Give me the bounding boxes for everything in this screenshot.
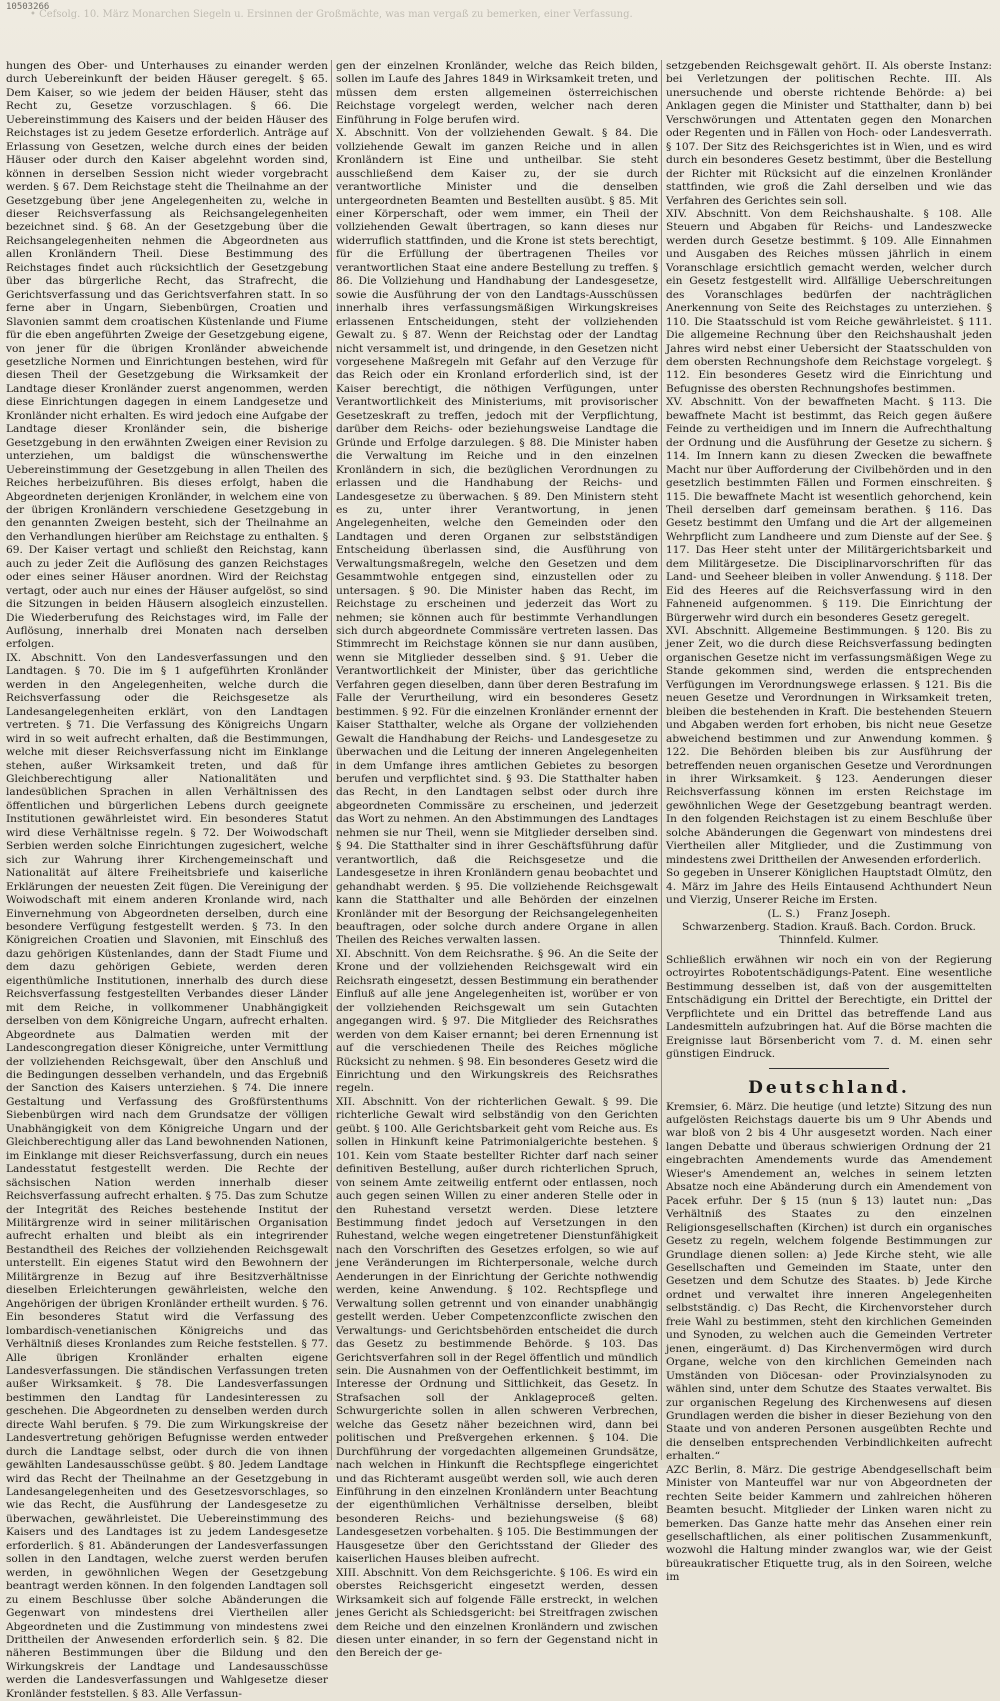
paragraph: XI. Abschnitt. Von dem Reichsrathe. § 96. An die Seite der Krone und der vollziehenden Reichsgewalt wird ein Reichsrath eingesetzt, dessen Bestimmung ein berathender Einfluß auf alle jene Angelegenheiten ist, worüber er von der vollziehenden Reichsgewalt um sein Gutachten angegangen wird. § 97. Die Mitglieder des Reichsrathes werden von dem Kaiser ernannt; bei deren Ernennung ist auf die verschiedenen Theile des Reiches mögliche Rücksicht zu nehmen. § 98. Ein besonderes Gesetz wird die Einrichtung und den Wirkungskreis des Reichsrathes regeln. xyxy=(336,947,658,1095)
signature-line xyxy=(666,908,992,921)
ministers-line: Schwarzenberg. Stadion. Krauß. Bach. Cordon. Bruck. xyxy=(682,921,976,933)
paragraph: So gegeben in Unserer Königlichen Hauptstadt Olmütz, den 4. März im Jahre des Heils Eintausend Achthundert Neun und Vierzig, Unserer Reiche im Ersten. xyxy=(666,867,992,907)
paragraph: IX. Abschnitt. Von den Landesverfassungen und den Landtagen. § 70. Die im § 1 aufgeführten Kronländer werden in den Angelegenheiten, welche durch die Reichsverfassung oder die Reichsgesetze als Landesangelegenheiten erklärt, von den Landtagen vertreten. § 71. Die Verfassung des Königreichs Ungarn wird in so weit aufrecht erhalten, daß die Bestimmungen, welche mit dieser Reichsverfassung nicht im Einklange stehen, außer Wirksamkeit treten, und daß für Gleichberechtigung aller Nationalitäten und landesüblichen Sprachen in allen Verhältnissen des öffentlichen und bürgerlichen Lebens durch geeignete Institutionen gewährleistet wird. Ein besonderes Statut wird diese Verhältnisse regeln. § 72. Der Woiwodschaft Serbien werden solche Einrichtungen zugesichert, welche sich zur Wahrung ihrer Kirchengemeinschaft und Nationalität auf ältere Freiheitsbriefe und kaiserliche Erklärungen der neuesten Zeit fügen. Die Vereinigung der Woiwodschaft mit einem anderen Kronlande wird, nach Einvernehmung von Abgeordneten derselben, durch eine besondere Verfügung festgestellt werden. § 73. In den Königreichen Croatien und Slavonien, mit Einschluß des dazu gehörigen Küstenlandes, dann der Stadt Fiume und dem dazu gehörigen Gebiete, werden deren eigenthümliche Institutionen, innerhalb des durch diese Reichsverfassung festgestellten Verbandes dieser Länder mit dem Reiche, in vollkommener Unabhängigkeit derselben von dem Königreiche Ungarn, aufrecht erhalten. Abgeordnete aus Dalmatien werden mit der Landescongregation dieser Königreiche, unter Vermittlung der vollziehenden Reichsgewalt, über den Anschluß und die Bedingungen desselben verhandeln, und das Ergebniß der Sanction des Kaisers unterziehen. § 74. Die innere Gestaltung und Verfassung des Großfürstenthums Siebenbürgen wird nach dem Grundsatze der völligen Unabhängigkeit von dem Königreiche Ungarn und der Gleichberechtigung aller das Land bewohnenden Nationen, im Einklange mit dieser Reichsverfassung, durch ein neues Landesstatut festgestellt werden. Die Rechte der sächsischen Nation werden innerhalb dieser Reichsverfassung aufrecht erhalten. § 75. Das zum Schutze der Integrität des Reiches bestehende Institut der Militärgrenze wird in seiner militärischen Organisation aufrecht erhalten und bleibt als ein integrirender Bestandtheil des Reiches der vollziehenden Reichsgewalt unterstellt. Ein eigenes Statut wird den Bewohnern der Militärgrenze in Bezug auf ihre Besitzverhältnisse dieselben Erleichterungen gewährleisten, welche den Angehörigen der übrigen Kronländer ertheilt wurden. § 76. Ein besonderes Statut wird die Verfassung des lombardisch-venetianischen Königreichs und das Verhältniß dieses Kronlandes zum Reiche feststellen. § 77. Alle übrigen Kronländer erhalten eigene Landesverfassungen. Die ständischen Verfassungen treten außer Wirksamkeit. § 78. Die Landesverfassungen bestimmen den Landtag für Landesinteressen zu geschehen. Die Abgeordneten zu denselben werden durch directe Wahl berufen. § 79. Die zum Wirkungskreise der Landesvertretung gehörigen Befugnisse werden entweder durch die Landtage selbst, oder durch die von ihnen gewählten Landesausschüsse geübt. § 80. Jedem Landtage wird das Recht der Theilnahme an der Gesetzgebung in Landesangelegenheiten und des Gesetzesvorschlages, so wie das Recht, die Ausführung der Landesgesetze zu überwachen, gewährleistet. Die Uebereinstimmung des Kaisers und des Landtages ist zu jedem Landesgesetze erforderlich. § 81. Abänderungen der Landesverfassungen sollen in den Landtagen, welche zuerst werden berufen werden, in gewöhnlichen Wegen der Gesetzgebung beantragt werden können. In den folgenden Landtagen soll zu einem Beschlusse über solche Abänderungen die Gegenwart von mindestens drei Viertheilen aller Abgeordneten und die Zustimmung von mindestens zwei Drittheilen der Anwesenden erforderlich sein. § 82. Die näheren Bestimmungen über die Bildung und den Wirkungskreis der Landtage und Landesausschüsse werden die Landesverfassungen und Wahlgesetze dieser Kronländer feststellen. § 83. Alle Verfassun- xyxy=(6,651,328,1700)
paragraph: XIV. Abschnitt. Von dem Reichshaushalte. § 108. Alle Steuern und Abgaben für Reichs- und Landeszwecke werden durch Gesetze bestimmt. § 109. Alle Einnahmen und Ausgaben des Reiches müssen jährlich in einem Voranschlage ersichtlich gemacht werden, welcher durch ein Gesetz festgestellt wird. Allfällige Ueberschreitungen des Voranschlages bedürfen der nachträglichen Anerkennung von Seite des Reichstages zu unterziehen. § 110. Die Staatsschuld ist vom Reiche gewährleistet. § 111. Die allgemeine Rechnung über den Reichshaushalt jeden Jahres wird nebst einer Uebersicht der Staatsschulden von dem obersten Rechnungshofe dem Reichstage vorgelegt. § 112. Ein besonderes Gesetz wird die Einrichtung und Befugnisse des obersten Rechnungshofes bestimmen. xyxy=(666,207,992,395)
divider xyxy=(769,1068,889,1069)
paragraph: gen der einzelnen Kronländer, welche das Reich bilden, sollen im Laufe des Jahres 1849 in Wirksamkeit treten, und müssen dem ersten allgemeinen österreichischen Reichstage vorgelegt werden, welcher nach deren Einführung in Folge berufen wird. xyxy=(336,60,658,126)
section-heading: Deutschland. xyxy=(748,1077,910,1098)
paragraph: setzgebenden Reichsgewalt gehört. II. Als oberste Instanz: bei Verletzungen der politischen Rechte. III. Als unersuchende und oberste richtende Behörde: a) bei Anklagen gegen die Minister und Statthalter, dann b) bei Verschwörungen und Attentaten gegen den Monarchen oder Regenten und in Fällen von Hoch- oder Landesverrath. § 107. Der Sitz des Reichsgerichtes ist in Wien, und es wird durch ein besonderes Gesetz bestimmt, über die Bestellung der Richter mit Rücksicht auf die einzelnen Kronländer stattfinden, wie groß die Zahl derselben und wie das Verfahren des Gerichtes sein soll. xyxy=(666,60,992,207)
paragraph: XVI. Abschnitt. Allgemeine Bestimmungen. § 120. Bis zu jener Zeit, wo die durch diese Reichsverfassung bedingten organischen Gesetze nicht im verfassungsmäßigen Wege zu Stande gekommen sind, werden die entsprechenden Verfügungen im Verordnungswege erlassen. § 121. Bis die neuen Gesetze und Verordnungen in Wirksamkeit treten, bleiben die bestehenden in Kraft. Die bestehenden Steuern und Abgaben werden fort erhoben, bis nicht neue Gesetze abweichend bestimmen und zur Anwendung kommen. § 122. Die Behörden bleiben bis zur Ausführung der betreffenden neuen organischen Gesetze und Verordnungen in ihrer Wirksamkeit. § 123. Aenderungen dieser Reichsverfassung können im ersten Reichstage im gewöhnlichen Wege der Gesetzgebung beantragt werden. In den folgenden Reichstagen ist zu einem Beschluße über solche Abänderungen die Gegenwart von mindestens drei Viertheilen aller Mitglieder, und die Zustimmung von mindestens zwei Drittheilen der Anwesenden erforderlich. xyxy=(666,625,992,866)
paragraph: X. Abschnitt. Von der vollziehenden Gewalt. § 84. Die vollziehende Gewalt im ganzen Reiche und in allen Kronländern ist Eine und untheilbar. Sie steht ausschließend dem Kaiser zu, der sie durch verantwortliche Minister und die denselben untergeordneten Beamten und Bestellten ausübt. § 85. Mit einer Körperschaft, oder wem immer, ein Theil der vollziehenden Gewalt übertragen, so kann dieses nur widerruflich stattfinden, und die Krone ist stets berechtigt, für die Erfüllung der übertragenen Theiles vor verantwortlichen Staat eine andere Bestellung zu treffen. § 86. Die Vollziehung und Handhabung der Landesgesetze, sowie die Ausführung der von den Landtags-Ausschüssen innerhalb ihres verfassungsmäßigen Wirkungskreises erlassenen Entscheidungen, steht der vollziehenden Gewalt zu. § 87. Wenn der Reichstag oder der Landtag nicht versammelt ist, und dringende, in den Gesetzen nicht vorgesehene Maßregeln mit Gefahr auf den Verzuge für das Reich oder ein Kronland erforderlich sind, ist der Kaiser berechtigt, die nöthigen Verfügungen, unter Verantwortlichkeit des Ministeriums, mit provisorischer Gesetzeskraft zu treffen, jedoch mit der Verpflichtung, darüber dem Reichs- oder beziehungsweise Landtage die Gründe und Erfolge darzulegen. § 88. Die Minister haben die Verwaltung im Reiche und in den einzelnen Kronländern in sich, die bezüglichen Verordnungen zu erlassen und die Handhabung der Reichs- und Landesgesetze zu überwachen. § 89. Den Ministern steht es zu, unter ihrer Verantwortung, in jenen Angelegenheiten, welche den Gemeinden oder den Landtagen und deren Organen zur selbstständigen Entscheidung überlassen sind, die Ausführung von Verwaltungsmaßregeln, welche den Gesetzen und dem Gesammtwohle entgegen sind, einzustellen oder zu untersagen. § 90. Die Minister haben das Recht, im Reichstage zu erscheinen und jederzeit das Wort zu nehmen; sie können auch für bestimmte Verhandlungen sich durch abgeordnete Commissäre vertreten lassen. Das Stimmrecht im Reichstage können sie nur dann ausüben, wenn sie Mitglieder desselben sind. § 91. Ueber die Verantwortlichkeit der Minister, über das gerichtliche Verfahren gegen dieselben, dann über deren Bestrafung im Falle der Verurtheilung, wird ein besonderes Gesetz bestimmen. § 92. Für die einzelnen Kronländer ernennt der Kaiser Statthalter, welche als Organe der vollziehenden Gewalt die Handhabung der Reichs- und Landesgesetze zu überwachen und die Leitung der inneren Angelegenheiten in dem Umfange ihres amtlichen Gebietes zu besorgen berufen und verpflichtet sind. § 93. Die Statthalter haben das Recht, in den Landtagen selbst oder durch ihre abgeordneten Commissäre zu erscheinen, und jederzeit das Wort zu nehmen. An den Abstimmungen des Landtages nehmen sie nur Theil, wenn sie Mitglieder derselben sind. § 94. Die Statthalter sind in ihrer Geschäftsführung dafür verantwortlich, daß die Reichsgesetze und die Landesgesetze in ihren Kronländern genau beobachtet und gehandhabt werden. § 95. Die vollziehende Reichsgewalt kann die Statthalter und alle Behörden der einzelnen Kronländer mit der Besorgung der Reichsangelegenheiten beauftragen, oder solche durch andere Organe in allen Theilen des Reiches verwalten lassen. xyxy=(336,127,658,947)
archive-id: 10503266 xyxy=(6,2,50,12)
ministers-line: Thinnfeld. Kulmer. xyxy=(779,934,879,947)
column-rule xyxy=(661,60,662,1460)
seal-mark: (L. S.) xyxy=(767,907,800,920)
paragraph: AZC Berlin, 8. März. Die gestrige Abendgesellschaft beim Minister von Manteuffel war nur von Abgeordneten der rechten Seite beider Kammern und zahlreichen höheren Beamten besucht. Mitglieder der Linken waren nicht zu bemerken. Das Ganze hatte mehr das Ansehen einer rein gesellschaftlichen, als einer politischen Zusammenkunft, wozwohl die Haltung minder zwanglos war, wie der Geist büreaukratischer Etiquette trug, als in den Soireen, welche im xyxy=(666,1463,992,1584)
paragraph: XII. Abschnitt. Von der richterlichen Gewalt. § 99. Die richterliche Gewalt wird selbständig von den Gerichten geübt. § 100. Alle Gerichtsbarkeit geht vom Reiche aus. Es sollen in Hinkunft keine Patrimonialgerichte bestehen. § 101. Kein vom Staate bestellter Richter darf nach seiner definitiven Bestellung, außer durch richterlichen Spruch, von seinem Amte zeitweilig entfernt oder entlassen, noch auch gegen seinen Willen zu einer anderen Stelle oder in den Ruhestand versetzt werden. Diese letztere Bestimmung findet jedoch auf Versetzungen in den Ruhestand, welche wegen eingetretener Dienstunfähigkeit nach den Vorschriften des Gesetzes erfolgen, so wie auf jene Veränderungen im Richterpersonale, welche durch Aenderungen in der Einrichtung der Gerichte nothwendig werden, keine Anwendung. § 102. Rechtspflege und Verwaltung sollen getrennt und von einander unabhängig gestellt werden. Ueber Competenzconflicte zwischen den Verwaltungs- und Gerichtsbehörden entscheidet die durch das Gesetz zu bestimmende Behörde. § 103. Das Gerichtsverfahren soll in der Regel öffentlich und mündlich sein. Die Ausnahmen von der Oeffentlichkeit bestimmt, im Interesse der Ordnung und Sittlichkeit, das Gesetz. In Strafsachen soll der Anklageproceß gelten. Schwurgerichte sollen in allen schweren Verbrechen, welche das Gesetz näher bezeichnen wird, dann bei politischen und Preßvergehen erkennen. § 104. Die Durchführung der vorgedachten allgemeinen Grundsätze, nach welchen in Hinkunft die Rechtspflege eingerichtet und das Richteramt ausgeübt werden soll, wie auch deren Einführung in den einzelnen Kronländern unter Beachtung der eigenthümlichen Verhältnisse derselben, bleibt besonderen Reichs- und beziehungsweise (§ 68) Landesgesetzen vorbehalten. § 105. Die Bestimmungen der Hausgesetze über den Gerichtsstand der Glieder des kaiserlichen Hauses bleiben aufrecht. xyxy=(336,1095,658,1566)
paragraph: hungen des Ober- und Unterhauses zu einander werden durch Uebereinkunft der beiden Häuser geregelt. § 65. Dem Kaiser, so wie jedem der beiden Häuser, steht das Recht zu, Gesetze vorzuschlagen. § 66. Die Uebereinstimmung des Kaisers und der beiden Häuser des Reichstages ist zu jedem Gesetze erforderlich. Anträge auf Erlassung von Gesetzen, welche durch eines der beiden Häuser oder durch den Kaiser abgelehnt worden sind, können in derselben Session nicht wieder vorgebracht werden. § 67. Dem Reichstage steht die Theilnahme an der Gesetzgebung über jene Angelegenheiten zu, welche in dieser Reichsverfassung als Reichsangelegenheiten bezeichnet sind. § 68. An der Gesetzgebung über die Reichsangelegenheiten nehmen die Abgeordneten aus allen Kronländern Theil. Diese Bestimmung des Reichstages findet auch rücksichtlich der Gesetzgebung über das bürgerliche Recht, das Strafrecht, die Gerichtsverfassung und das Gerichtsverfahren statt. In so ferne aber in Ungarn, Siebenbürgen, Croatien und Slavonien sammt dem croatischen Küstenlande und Fiume für die eben angeführten Zweige der Gesetzgebung eigene, von jener für die übrigen Kronländer abweichende gesetzliche Normen und Einrichtungen bestehen, wird für diesen Theil der Gesetzgebung die Wirksamkeit der Landtage dieser Kronländer zuerst angenommen, werden diese Einrichtungen dagegen in einem Landgesetze und Kronländer nicht erhalten. Es wird jedoch eine Aufgabe der Landtage dieser Kronländer sein, die bisherige Gesetzgebung in den erwähnten Zweigen einer Revision zu unterziehen, um baldigst die wünschenswerthe Uebereinstimmung der Gesetzgebung in allen Theilen des Reiches herbeizuführen. Bis dieses erfolgt, haben die Abgeordneten derjenigen Kronländer, in welchem eine von der übrigen Kronländern verschiedene Gesetzgebung in den genannten Zweigen besteht, sich der Theilnahme an den Verhandlungen hierüber am Reichstage zu enthalten. § 69. Der Kaiser vertagt und schließt den Reichstag, kann auch zu jeder Zeit die Auflösung des ganzen Reichstages oder eines seiner Häuser anordnen. Wird der Reichstag vertagt, oder auch nur eines der Häuser aufgelöst, so sind die Sitzungen in beiden Häusern alsogleich einzustellen. Die Wiederberufung des Reichstages wird, im Falle der Auflösung, innerhalb drei Monaten nach derselben erfolgen. xyxy=(6,60,328,651)
column-1 xyxy=(6,60,328,1700)
paragraph: Schließlich erwähnen wir noch ein von der Regierung octroyirtes Robotentschädigungs-Patent. Eine wesentliche Bestimmung desselben ist, daß von der ausgemittelten Entschädigung ein Drittel der Berechtigte, ein Drittel der Verpflichtete und ein Drittel das betreffende Land aus Landesmitteln aufzubringen hat. Auf die Börse machten die Ereignisse laut Börsenbericht vom 7. d. M. einen sehr günstigen Eindruck. xyxy=(666,953,992,1061)
paragraph: XV. Abschnitt. Von der bewaffneten Macht. § 113. Die bewaffnete Macht ist bestimmt, das Reich gegen äußere Feinde zu vertheidigen und im Innern die Aufrechthaltung der Ordnung und die Ausführung der Gesetze zu sichern. § 114. Im Innern kann zu diesen Zwecken die bewaffnete Macht nur über Aufforderung der Civilbehörden und in den gesetzlich bestimmten Fällen und Formen einschreiten. § 115. Die bewaffnete Macht ist wesentlich gehorchend, kein Theil derselben darf gemeinsam berathen. § 116. Das Gesetz bestimmt den Umfang und die Art der allgemeinen Wehrpflicht zum Landheere und zum Dienste auf der See. § 117. Das Heer steht unter der Militärgerichtsbarkeit und dem Militärgesetze. Die Disciplinarvorschriften für das Land- und Seeheer bleiben in voller Anwendung. § 118. Der Eid des Heeres auf die Reichsverfassung wird in den Fahneneid aufgenommen. § 119. Die Einrichtung der Bürgerwehr wird durch ein besonderes Gesetz geregelt. xyxy=(666,396,992,624)
bleed-through-text: • Cefsolg. 10. März Monarchen Siegeln u. Ersinnen der Großmächte, was man vergaß zu bemerken, einer Verfassung. xyxy=(30,9,633,20)
column-2 xyxy=(336,60,658,1660)
column-3 xyxy=(666,60,992,1584)
paragraph: XIII. Abschnitt. Von dem Reichsgerichte. § 106. Es wird ein oberstes Reichsgericht eingesetzt werden, dessen Wirksamkeit sich auf folgende Fälle erstreckt, in welchen jenes Gericht als Schiedsgericht: bei Streitfragen zwischen dem Reiche und den einzelnen Kronländern und zwischen diesen unter einander, in so fern der Gegenstand nicht in den Bereich der ge- xyxy=(336,1566,658,1660)
emperor-signature: Franz Joseph. xyxy=(816,907,891,920)
paragraph: Kremsier, 6. März. Die heutige (und letzte) Sitzung des nun aufgelösten Reichstags dauerte bis um 9 Uhr Abends und war bloß von 2 bis 4 Uhr ausgesetzt worden. Nach einer langen Debatte und überaus schwierigen Ordnung der 21 eingebrachten Amendements wurde das Amendement Wieser's Amendement an, welches in seinem letzten Absatze noch eine Abänderung durch ein Amendement von Pacek erfuhr. Der § 15 (nun § 13) lautet nun: „Das Verhältniß des Staates zu den einzelnen Religionsgesellschaften (Kirchen) ist durch ein organisches Gesetz zu regeln, welchem folgende Bestimmungen zur Grundlage dienen sollen: a) Jede Kirche steht, wie alle Gesellschaften und Gemeinden im Staate, unter den Gesetzen und dem Schutze des Staates. b) Jede Kirche ordnet und verwaltet ihre inneren Angelegenheiten selbstständig. c) Das Recht, die Kirchenvorsteher durch freie Wahl zu bestimmen, steht den kirchlichen Gemeinden und Synoden, zu welchen auch die Gemeinden Vertreter jenen, eingeräumt. d) Das Kirchenvermögen wird durch Organe, welche von den kirchlichen Gemeinden nach Umständen von Diöcesan- oder Provinzialsynoden zu wählen sind, unter dem Schutze des Staates verwaltet. Bis zur organischen Regelung des Kirchenwesens auf diesen Grundlagen werden die bisher in dieser Beziehung von den Staate und von anderen Personen ausgeübten Rechte und die denselben entsprechenden Verbindlichkeiten aufrecht erhalten.“ xyxy=(666,1100,992,1463)
column-rule xyxy=(331,60,332,1460)
